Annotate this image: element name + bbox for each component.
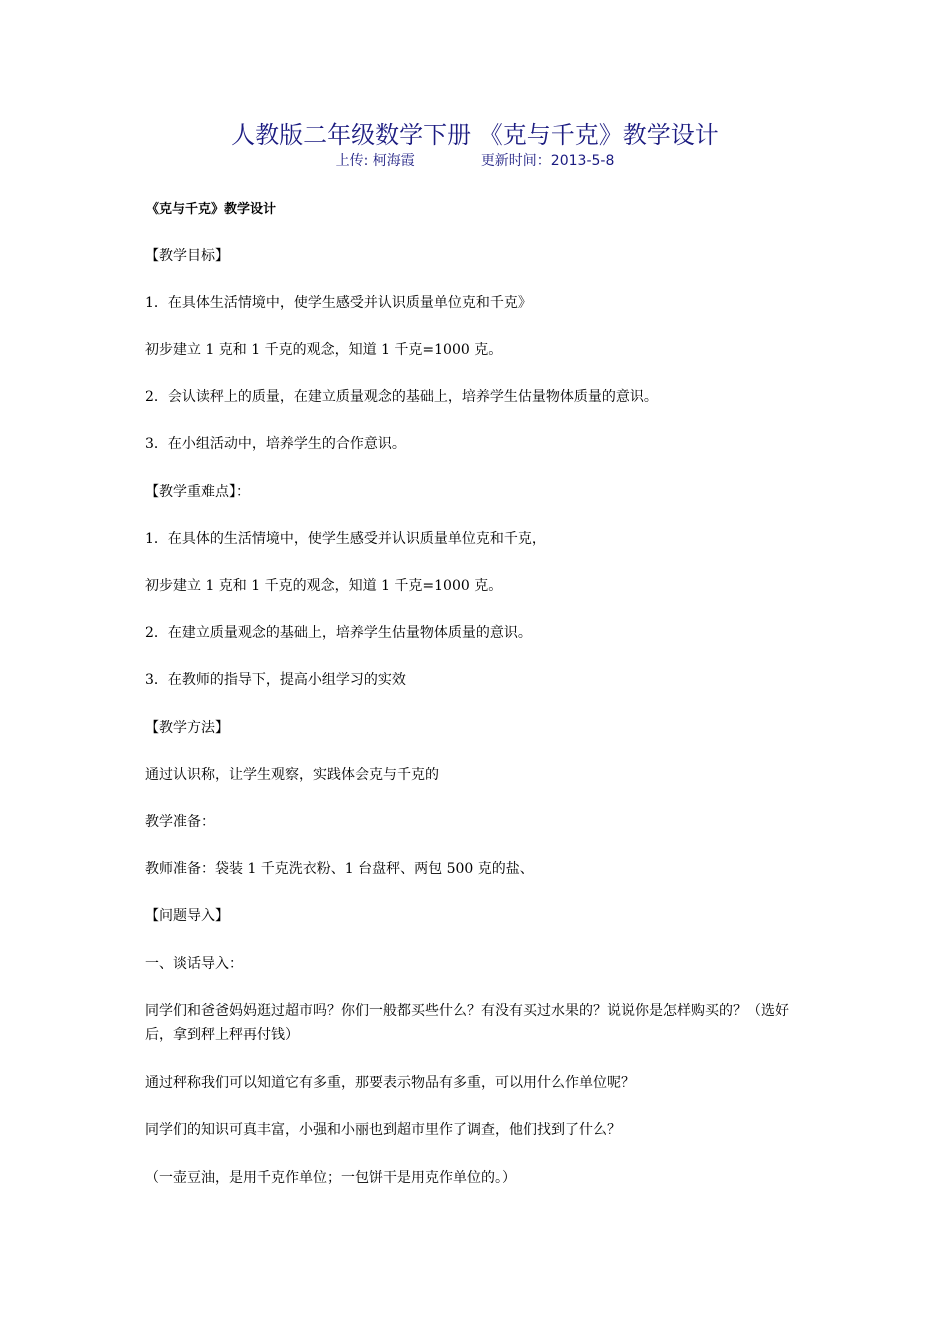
- goal-2: 2．会认读秤上的质量，在建立质量观念的基础上，培养学生估量物体质量的意识。: [145, 389, 658, 405]
- intro-unit-question: 通过秤称我们可以知道它有多重，那要表示物品有多重，可以用什么作单位呢？: [145, 1075, 635, 1091]
- goal-3: 3．在小组活动中，培养学生的合作意识。: [145, 436, 406, 452]
- key-point-3: 3．在教师的指导下，提高小组学习的实效: [145, 672, 406, 688]
- update-time-text: 更新时间：2013-5-8: [480, 153, 615, 169]
- uploader-text: 上传: 柯海霞: [335, 153, 415, 169]
- intro-question: 同学们和爸爸妈妈逛过超市吗？你们一般都买些什么？有没有买过水果的？说说你是怎样购买的？（选好后，拿到秤上秤再付钱）: [145, 1003, 789, 1043]
- intro-step-1: 一、谈话导入：: [145, 956, 243, 972]
- heading-teaching-goals: 【教学目标】: [145, 248, 229, 264]
- preparation-label: 教学准备：: [145, 814, 215, 830]
- goal-1: 1．在具体生活情境中，使学生感受并认识质量单位克和千克》: [145, 295, 532, 311]
- upload-meta: [0, 151, 950, 171]
- intro-survey: 同学们的知识可真丰富，小强和小丽也到超市里作了调查，他们找到了什么？: [145, 1122, 621, 1138]
- section-heading: 《克与千克》教学设计: [146, 202, 277, 217]
- method-text: 通过认识称，让学生观察，实践体会克与千克的: [145, 767, 439, 783]
- key-point-1: 1．在具体的生活情境中，使学生感受并认识质量单位克和千克，: [145, 531, 546, 547]
- heading-problem-intro: 【问题导入】: [145, 908, 229, 924]
- teacher-preparation: 教师准备：袋装 1 千克洗衣粉、1 台盘秤、两包 500 克的盐、: [145, 861, 534, 877]
- key-point-1-cont: 初步建立 1 克和 1 千克的观念，知道 1 千克=1000 克。: [145, 578, 503, 594]
- heading-key-points: 【教学重难点】：: [145, 484, 250, 500]
- document-title: 人教版二年级数学下册 《克与千克》教学设计: [231, 121, 719, 149]
- heading-teaching-method: 【教学方法】: [145, 720, 229, 736]
- intro-answer: （一壶豆油，是用千克作单位；一包饼干是用克作单位的。）: [145, 1170, 516, 1186]
- key-point-2: 2．在建立质量观念的基础上，培养学生估量物体质量的意识。: [145, 625, 532, 641]
- goal-1-cont: 初步建立 1 克和 1 千克的观念，知道 1 千克=1000 克。: [145, 342, 503, 358]
